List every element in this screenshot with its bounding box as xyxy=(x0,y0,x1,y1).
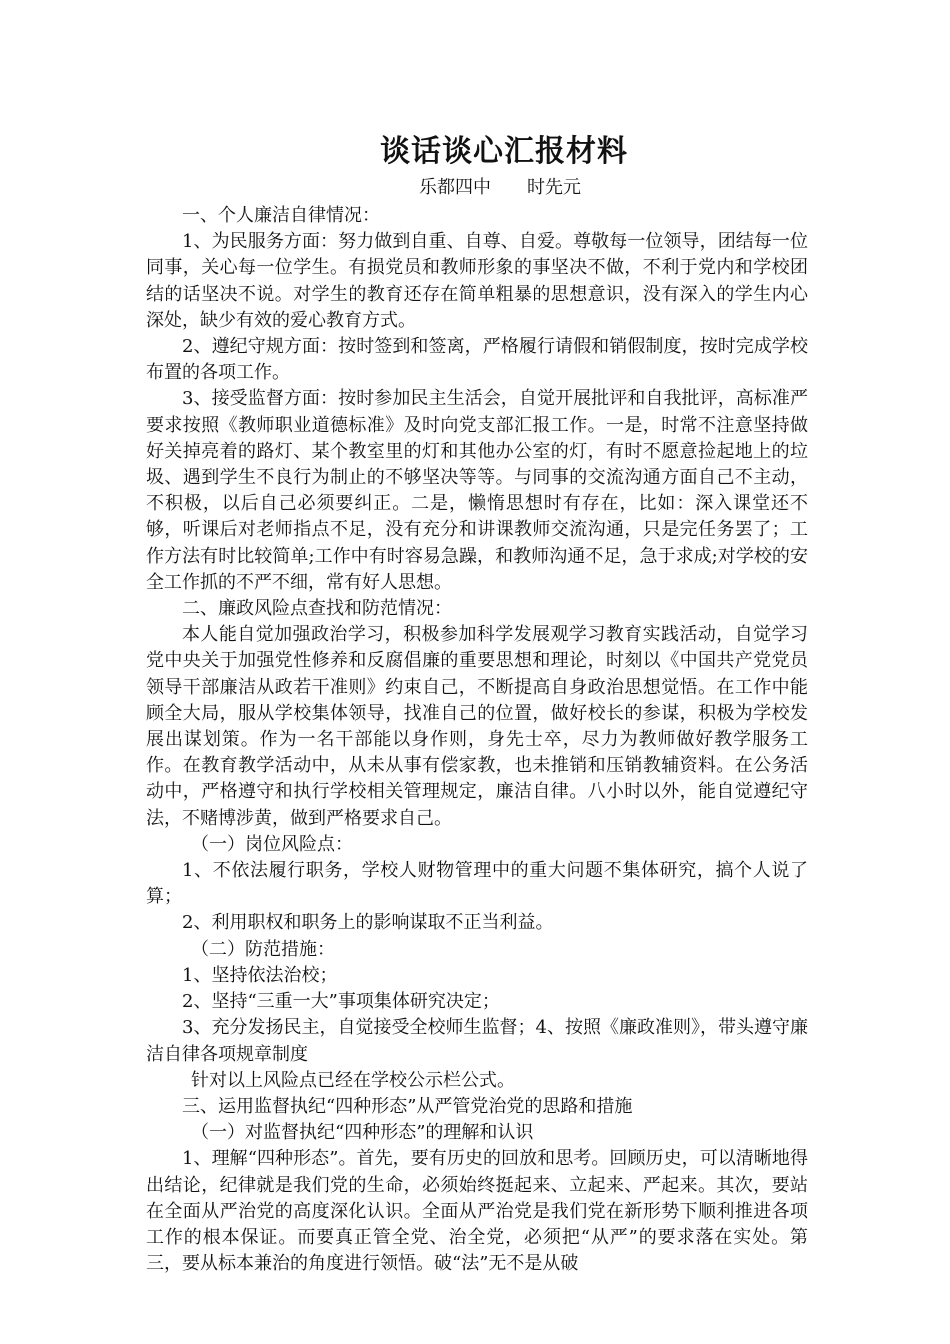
body-paragraph: 3、充分发扬民主，自觉接受全校师生监督；4、按照《廉政准则》，带头遵守廉洁自律各项规章制度 xyxy=(146,1017,808,1065)
body-paragraph: 本人能自觉加强政治学习，积极参加科学发展观学习教育实践活动，自觉学习党中央关于加强党性修养和反腐倡廉的重要思想和理论，时刻以《中国共产党党员领导干部廉洁从政若干准则》约束自己，不断提高自身政治思想觉悟。在工作中能顾全大局，服从学校集体领导，找准自己的位置，做好校长的参谋，积极为学校发展出谋划策。作为一名干部能以身作则，身先士卒，尽力为教师做好教学服务工作。在教育教学活动中，从未从事有偿家教，也未推销和压销教辅资料。在公务活动中，严格遵守和执行学校相关管理规定，廉洁自律。八小时以外，能自觉遵纪守法，不赌博涉黄，做到严格要求自己。 xyxy=(146,624,808,829)
section-heading-2: 二、廉政风险点查找和防范情况： xyxy=(182,598,452,620)
body-paragraph: 1、不依法履行职务，学校人财物管理中的重大问题不集体研究，搞个人说了算； xyxy=(146,860,808,908)
subsection-heading: （二）防范措施： xyxy=(191,938,335,960)
document-byline: 乐都四中 时先元 xyxy=(419,177,581,198)
body-paragraph: 1、坚持依法治校； xyxy=(182,964,338,986)
body-paragraph: 2、坚持“三重一大”事项集体研究决定； xyxy=(182,991,500,1013)
body-paragraph: 2、利用职权和职务上的影响谋取不正当利益。 xyxy=(182,912,554,934)
body-paragraph: 2、遵纪守规方面：按时签到和签离，严格履行请假和销假制度，按时完成学校布置的各项工作。 xyxy=(146,336,808,384)
document-title: 谈话谈心汇报材料 xyxy=(380,134,628,169)
body-paragraph: 1、理解“四种形态”。首先，要有历史的回放和思考。回顾历史，可以清晰地得出结论，纪律就是我们党的生命，必须始终挺起来、立起来、严起来。其次，要站在全面从严治党的高度深化认识。全面从严治党是我们党在新形势下顺利推进各项工作的根本保证。而要真正管全党、治全党，必须把“从严”的要求落在实处。第三，要从标本兼治的角度进行领悟。破“法”无不是从破 xyxy=(146,1148,808,1275)
body-paragraph: 针对以上风险点已经在学校公示栏公式。 xyxy=(191,1069,515,1091)
section-heading-1: 一、个人廉洁自律情况： xyxy=(182,205,380,226)
document-body xyxy=(146,203,808,1277)
body-paragraph: 1、为民服务方面：努力做到自重、自尊、自爱。尊敬每一位领导，团结每一位同事，关心每一位学生。有损党员和教师形象的事坚决不做，不利于党内和学校团结的话坚决不说。对学生的教育还存在简单粗暴的思想意识，没有深入的学生内心深处，缺少有效的爱心教育方式。 xyxy=(146,231,808,331)
body-paragraph: 3、接受监督方面：按时参加民主生活会，自觉开展批评和自我批评，高标准严要求按照《教师职业道德标准》及时向党支部汇报工作。一是，时常不注意坚持做好关掉亮着的路灯、某个教室里的灯和其他办公室的灯，有时不愿意捡起地上的垃圾、遇到学生不良行为制止的不够坚决等等。与同事的交流沟通方面自己不主动，不积极，以后自己必须要纠正。二是，懒惰思想时有存在，比如：深入课堂还不够，听课后对老师指点不足，没有充分和讲课教师交流沟通，只是完任务罢了；工作方法有时比较简单;工作中有时容易急躁，和教师沟通不足，急于求成;对学校的安全工作抓的不严不细，常有好人思想。 xyxy=(146,388,808,593)
subsection-heading: （一）对监督执纪“四种形态”的理解和认识 xyxy=(191,1122,534,1144)
subsection-heading: （一）岗位风险点： xyxy=(191,833,353,855)
section-heading-3: 三、运用监督执纪“四种形态”从严管党治党的思路和措施 xyxy=(182,1095,633,1117)
